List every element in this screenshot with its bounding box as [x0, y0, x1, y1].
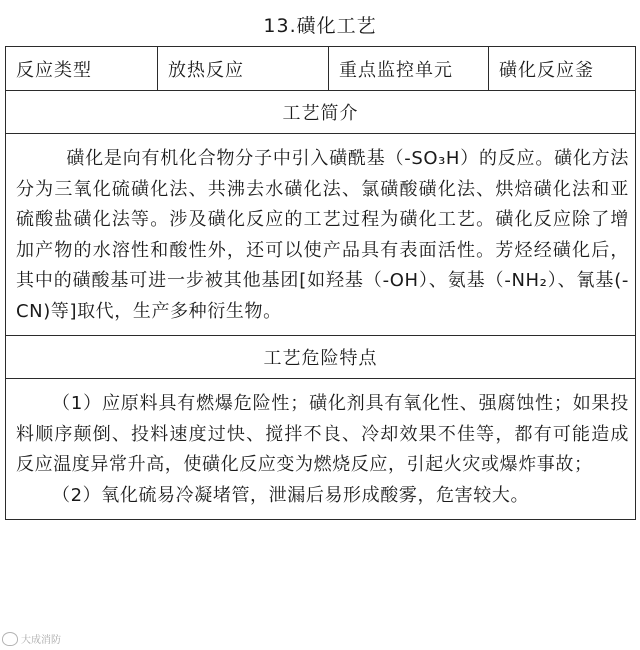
watermark-text: 大成消防: [21, 635, 61, 646]
reaction-type-value: 放热反应: [158, 47, 329, 91]
process-table: [5, 46, 636, 520]
intro-body: [6, 134, 636, 336]
intro-heading-row: [6, 91, 636, 134]
hazards-body-row: [6, 379, 636, 520]
monitor-unit-value: 磺化反应釜: [489, 47, 636, 91]
header-row: [6, 47, 636, 91]
intro-body-row: [6, 134, 636, 336]
hazard-item-2: （2）氧化硫易冷凝堵管，泄漏后易形成酸雾，危害较大。: [52, 484, 530, 506]
hazards-heading: 工艺危险特点: [6, 336, 636, 379]
monitor-unit-label: 重点监控单元: [329, 47, 489, 91]
watermark: [2, 631, 61, 646]
hazards-heading-row: [6, 336, 636, 379]
document-title: 13.磺化工艺: [263, 15, 377, 37]
weibo-logo-icon: [2, 632, 18, 646]
intro-heading: 工艺简介: [6, 91, 636, 134]
intro-paragraph: 磺化是向有机化合物分子中引入磺酰基（-SO₃H）的反应。磺化方法分为三氧化硫磺化法、共沸去水磺化法、氯磺酸磺化法、烘焙磺化法和亚硫酸盐磺化法等。涉及磺化反应的工艺过程为磺化工艺。磺化反应除了增加产物的水溶性和酸性外，还可以使产品具有表面活性。芳烃经磺化后，其中的磺酸基可进一步被其他基团[如羟基（-OH）、氨基（-NH₂）、氰基(-CN)等]取代，生产多种衍生物。: [16, 148, 629, 322]
reaction-type-label: 反应类型: [6, 47, 158, 91]
hazards-body: [6, 379, 636, 520]
hazard-item-1: （1）应原料具有燃爆危险性；磺化剂具有氧化性、强腐蚀性；如果投料顺序颠倒、投料速度过快、搅拌不良、冷却效果不佳等，都有可能造成反应温度异常升高，使磺化反应变为燃烧反应，引起火灾或爆炸事故；: [16, 393, 629, 475]
